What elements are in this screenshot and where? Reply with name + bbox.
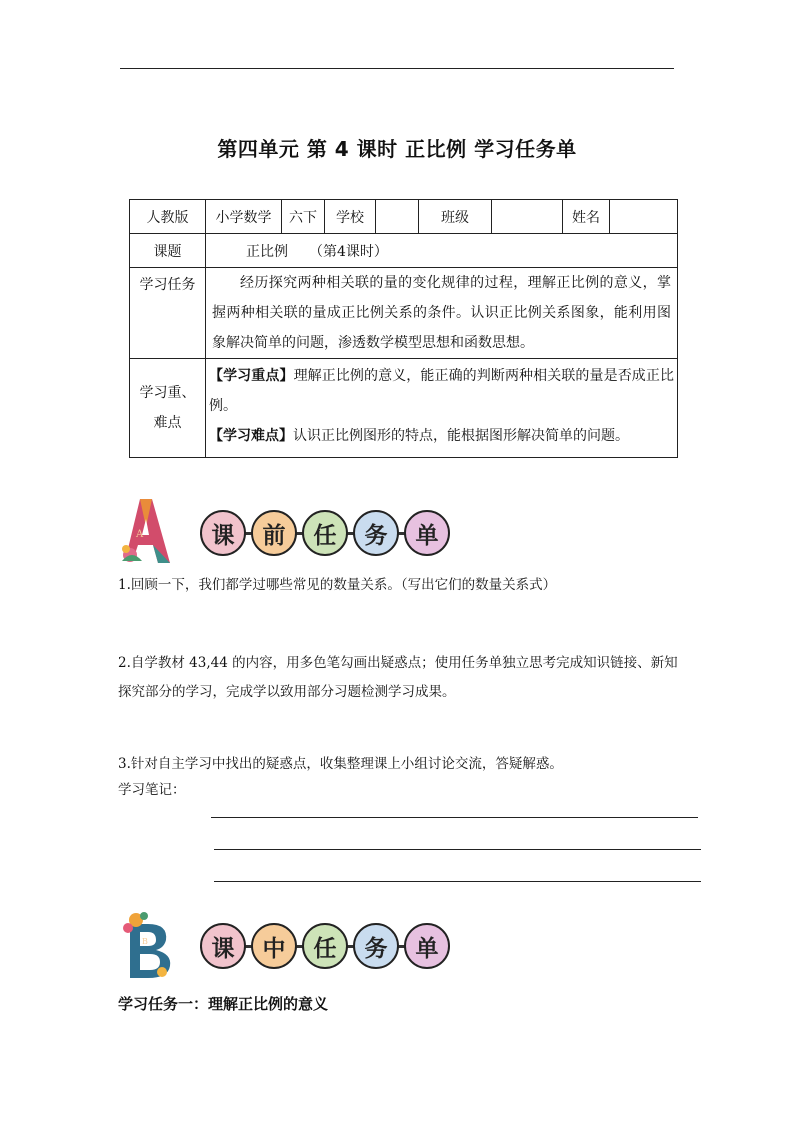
pre-task-3: 3.针对自主学习中找出的疑惑点，收集整理课上小组讨论交流，答疑解惑。: [118, 756, 563, 772]
task-label: 学习任务: [130, 268, 206, 359]
page-title: 第四单元 第 4 课时 正比例 学习任务单: [217, 137, 577, 161]
bubble-2: 中: [251, 923, 297, 969]
info-table: [129, 199, 678, 458]
pre-task-1: 1.回顾一下，我们都学过哪些常见的数量关系。（写出它们的数量关系式）: [118, 577, 557, 593]
bubble-4: 务: [353, 923, 399, 969]
class-label: 班级: [419, 200, 492, 234]
note-line-1[interactable]: [211, 817, 698, 818]
bubble-5: 单: [404, 510, 450, 556]
topic-label: 课题: [130, 234, 206, 268]
pre-task-2: 2.自学教材 43,44 的内容，用多色笔勾画出疑惑点；使用任务单独立思考完成知识链接、新知探究部分的学习，完成学以致用部分习题检测学习成果。: [118, 655, 678, 700]
key-point-text: 理解正比例的意义，能正确的判断两种相关联的量是否成正比例。: [209, 368, 674, 414]
letter-a-icon: [118, 497, 182, 567]
bubble-5: 单: [404, 923, 450, 969]
publisher-cell: 人教版: [130, 200, 206, 234]
in-class-banner: [118, 910, 438, 980]
name-field[interactable]: [610, 200, 678, 234]
letter-b-text: B: [142, 937, 148, 946]
notes-label: 学习笔记：: [118, 782, 186, 798]
note-line-2[interactable]: [214, 849, 701, 850]
bubble-3: 任: [302, 510, 348, 556]
difficulty-text: 认识正比例图形的特点，能根据图形解决简单的问题。: [293, 428, 629, 444]
task-one-title: 学习任务一：理解正比例的意义: [118, 995, 329, 1013]
focus-content: [206, 359, 678, 458]
key-point: [209, 361, 674, 421]
letter-b-icon: [118, 910, 182, 980]
header-rule: [120, 68, 674, 69]
pre-class-banner: [118, 497, 458, 567]
bubble-1: 课: [200, 510, 246, 556]
bubble-4: 务: [353, 510, 399, 556]
school-field[interactable]: [376, 200, 419, 234]
focus-label: 学习重、难点: [130, 359, 206, 458]
difficulty-tag: 【学习难点】: [209, 428, 293, 444]
bubble-2: 前: [251, 510, 297, 556]
banner-b-bubbles: [200, 923, 455, 969]
bubble-3: 任: [302, 923, 348, 969]
subject-cell: 小学数学: [206, 200, 282, 234]
note-line-3[interactable]: [214, 881, 701, 882]
letter-a-text: A: [136, 529, 144, 540]
banner-a-bubbles: [200, 510, 455, 556]
name-label: 姓名: [563, 200, 610, 234]
topic-value: 正比例 （第4课时）: [206, 234, 678, 268]
bubble-1: 课: [200, 923, 246, 969]
difficulty-point: [209, 421, 674, 451]
class-field[interactable]: [492, 200, 563, 234]
task-text: 经历探究两种相关联的量的变化规律的过程，理解正比例的意义，掌握两种相关联的量成正比例关系的条件。认识正比例关系图象，能利用图象解决简单的问题，渗透数学模型思想和函数思想。: [206, 268, 678, 359]
grade-cell: 六下: [282, 200, 325, 234]
key-point-tag: 【学习重点】: [209, 368, 294, 384]
school-label: 学校: [325, 200, 376, 234]
